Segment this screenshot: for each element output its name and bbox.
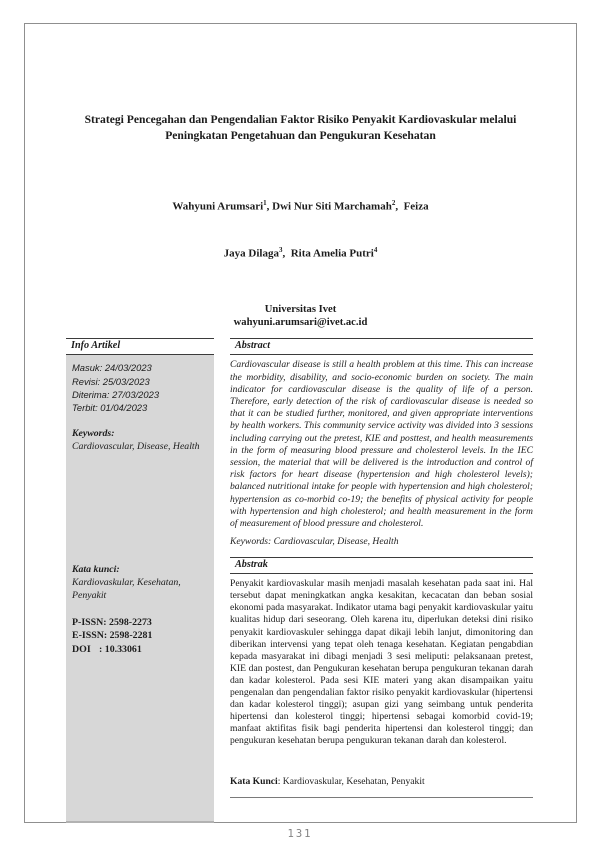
abstract-id-heading-rule: [230, 573, 533, 574]
author-1: Wahyuni Arumsari: [172, 200, 264, 213]
author-4-affil-mark: 4: [373, 246, 378, 255]
sidebar-keywords-value: Cardiovascular, Disease, Health: [72, 441, 200, 453]
abstract-en-heading-rule: [230, 354, 533, 355]
abstract-column: [230, 338, 533, 798]
sidebar-keywords-label: Keywords:: [72, 428, 115, 440]
article-title-line-1: Strategi Pencegahan dan Pengendalian Faktor Risiko Penyakit Kardiovaskular melalui: [84, 113, 517, 126]
author-3-last-name: Jaya Dilaga: [223, 247, 279, 260]
sidebar-heading: Info Artikel: [71, 340, 121, 352]
abstract-en-heading: Abstract: [235, 340, 271, 352]
author-4: , Rita Amelia Putri: [282, 247, 374, 260]
article-info-sidebar: [66, 338, 214, 823]
sidebar-grey-panel: [66, 355, 214, 823]
doi-value: : 10.33061: [99, 643, 142, 655]
article-title-line-2: Peningkatan Pengetahuan dan Pengukuran Kesehatan: [165, 128, 436, 142]
abstract-en-keywords: Keywords: Cardiovascular, Disease, Health: [230, 536, 399, 548]
abstract-id-body: Penyakit kardiovaskular masih menjadi masalah kesehatan pada saat ini. Hal tersebut dapat meningkatkan angka kesakitan, kecacatan dan beban sosial ekonomi pada masyarakat. Indikator utama bagi penyakit kardiovaskular yaitu kualitas hidup dari seseorang. Oleh karena itu, diperlukan deteksi dini risiko penyakit kardiovaskuler sehingga dapat dikaji lebih lanjut, dimonitoring dan diberikan intervensi yang tepat oleh tenaga kesehatan. Kegiatan pengabdian kepada masyarakat ini dibagi menjadi 3 sesi meliputi: pelaksanaan pretest, KIE dan postest, dan Pengukuran kesehatan berupa pengukuran tekanan darah dan kadar kolesterol. Pada sesi KIE materi yang akan disampaikan yaitu pengenalan dan pengendalian faktor risiko penyakit kardiovaskular (hipertensi dan kadar kolesterol tinggi); asupan gizi yang seimbang untuk penderita hipertensi dan kolesterol tinggi; hipertensi sebagai komorbid covid-19; manfaat aktifitas fisik bagi penderita hipertensi dan kolesterol tinggi; dan pengukuran kesehatan berupa pengukuran tekanan darah dan kolesterol.: [230, 578, 533, 747]
author-line-1: [25, 196, 576, 214]
doi-label: DOI: [72, 643, 91, 655]
date-received: Masuk: 24/03/2023: [72, 362, 152, 374]
two-column-layout: [66, 338, 533, 823]
author-3-affil-mark: 3: [278, 246, 283, 255]
author-1-affil-mark: 1: [263, 199, 267, 207]
date-published: Terbit: 01/04/2023: [72, 401, 148, 413]
sidebar-kata-kunci-value: Kardiovaskular, Kesehatan, Penyakit: [72, 577, 181, 602]
date-revised: Revisi: 25/03/2023: [72, 375, 150, 387]
article-title: [53, 112, 548, 143]
affiliation: Universitas Ivet: [264, 304, 337, 316]
author-line-2: [25, 243, 576, 261]
corresponding-email: wahyuni.arumsari@ivet.ac.id: [233, 317, 368, 329]
author-3-first-name: , Feiza: [395, 200, 429, 213]
author-list: [25, 167, 576, 290]
kata-kunci-label: Kata Kunci: [230, 776, 278, 788]
date-accepted: Diterima: 27/03/2023: [72, 388, 160, 400]
abstract-en-body: Cardiovascular disease is still a health problem at this time. This can increase the morbidity, disability, and socio-economic burden on society. The main indicator for cardiovascular disease is the quality of life of a person. Therefore, early detection of the risk of cardiovascular disease is needed so that it can be studied further, monitored, and given appropriate interventions by health workers. This community service activity was divided into 3 sessions including carrying out the pretest, KIE and posttest, and health measurements in the form of measuring blood pressure and cholesterol levels. In the IEC session, the material that will be delivered is the introduction and control of risk factors for heart disease (hypertension and high cholesterol levels); balanced nutritional intake for people with hypertension and high cholesterol; hypertension as co-morbid co-19; the benefits of physical activity for people with hypertension and high cholesterol; and health measurement in the form of measurement of blood pressure and cholesterol.: [230, 359, 533, 529]
page-number: 131: [287, 828, 313, 840]
sidebar-kata-kunci-label: Kata kunci:: [72, 564, 120, 576]
abstract-id-heading: Abstrak: [235, 559, 268, 571]
abstract-bottom-rule: [230, 797, 533, 798]
page-border-frame: [24, 23, 577, 823]
author-2: , Dwi Nur Siti Marchamah: [266, 200, 392, 213]
doi: [72, 643, 208, 656]
kata-kunci-value: : Kardiovaskular, Kesehatan, Penyakit: [277, 776, 425, 788]
issn-doi-block: [72, 616, 208, 656]
abstract-id-keywords: [230, 776, 533, 788]
e-issn: E-ISSN: 2598-2281: [72, 630, 153, 642]
p-issn: P-ISSN: 2598-2273: [72, 617, 152, 629]
author-2-affil-mark: 2: [391, 199, 396, 207]
